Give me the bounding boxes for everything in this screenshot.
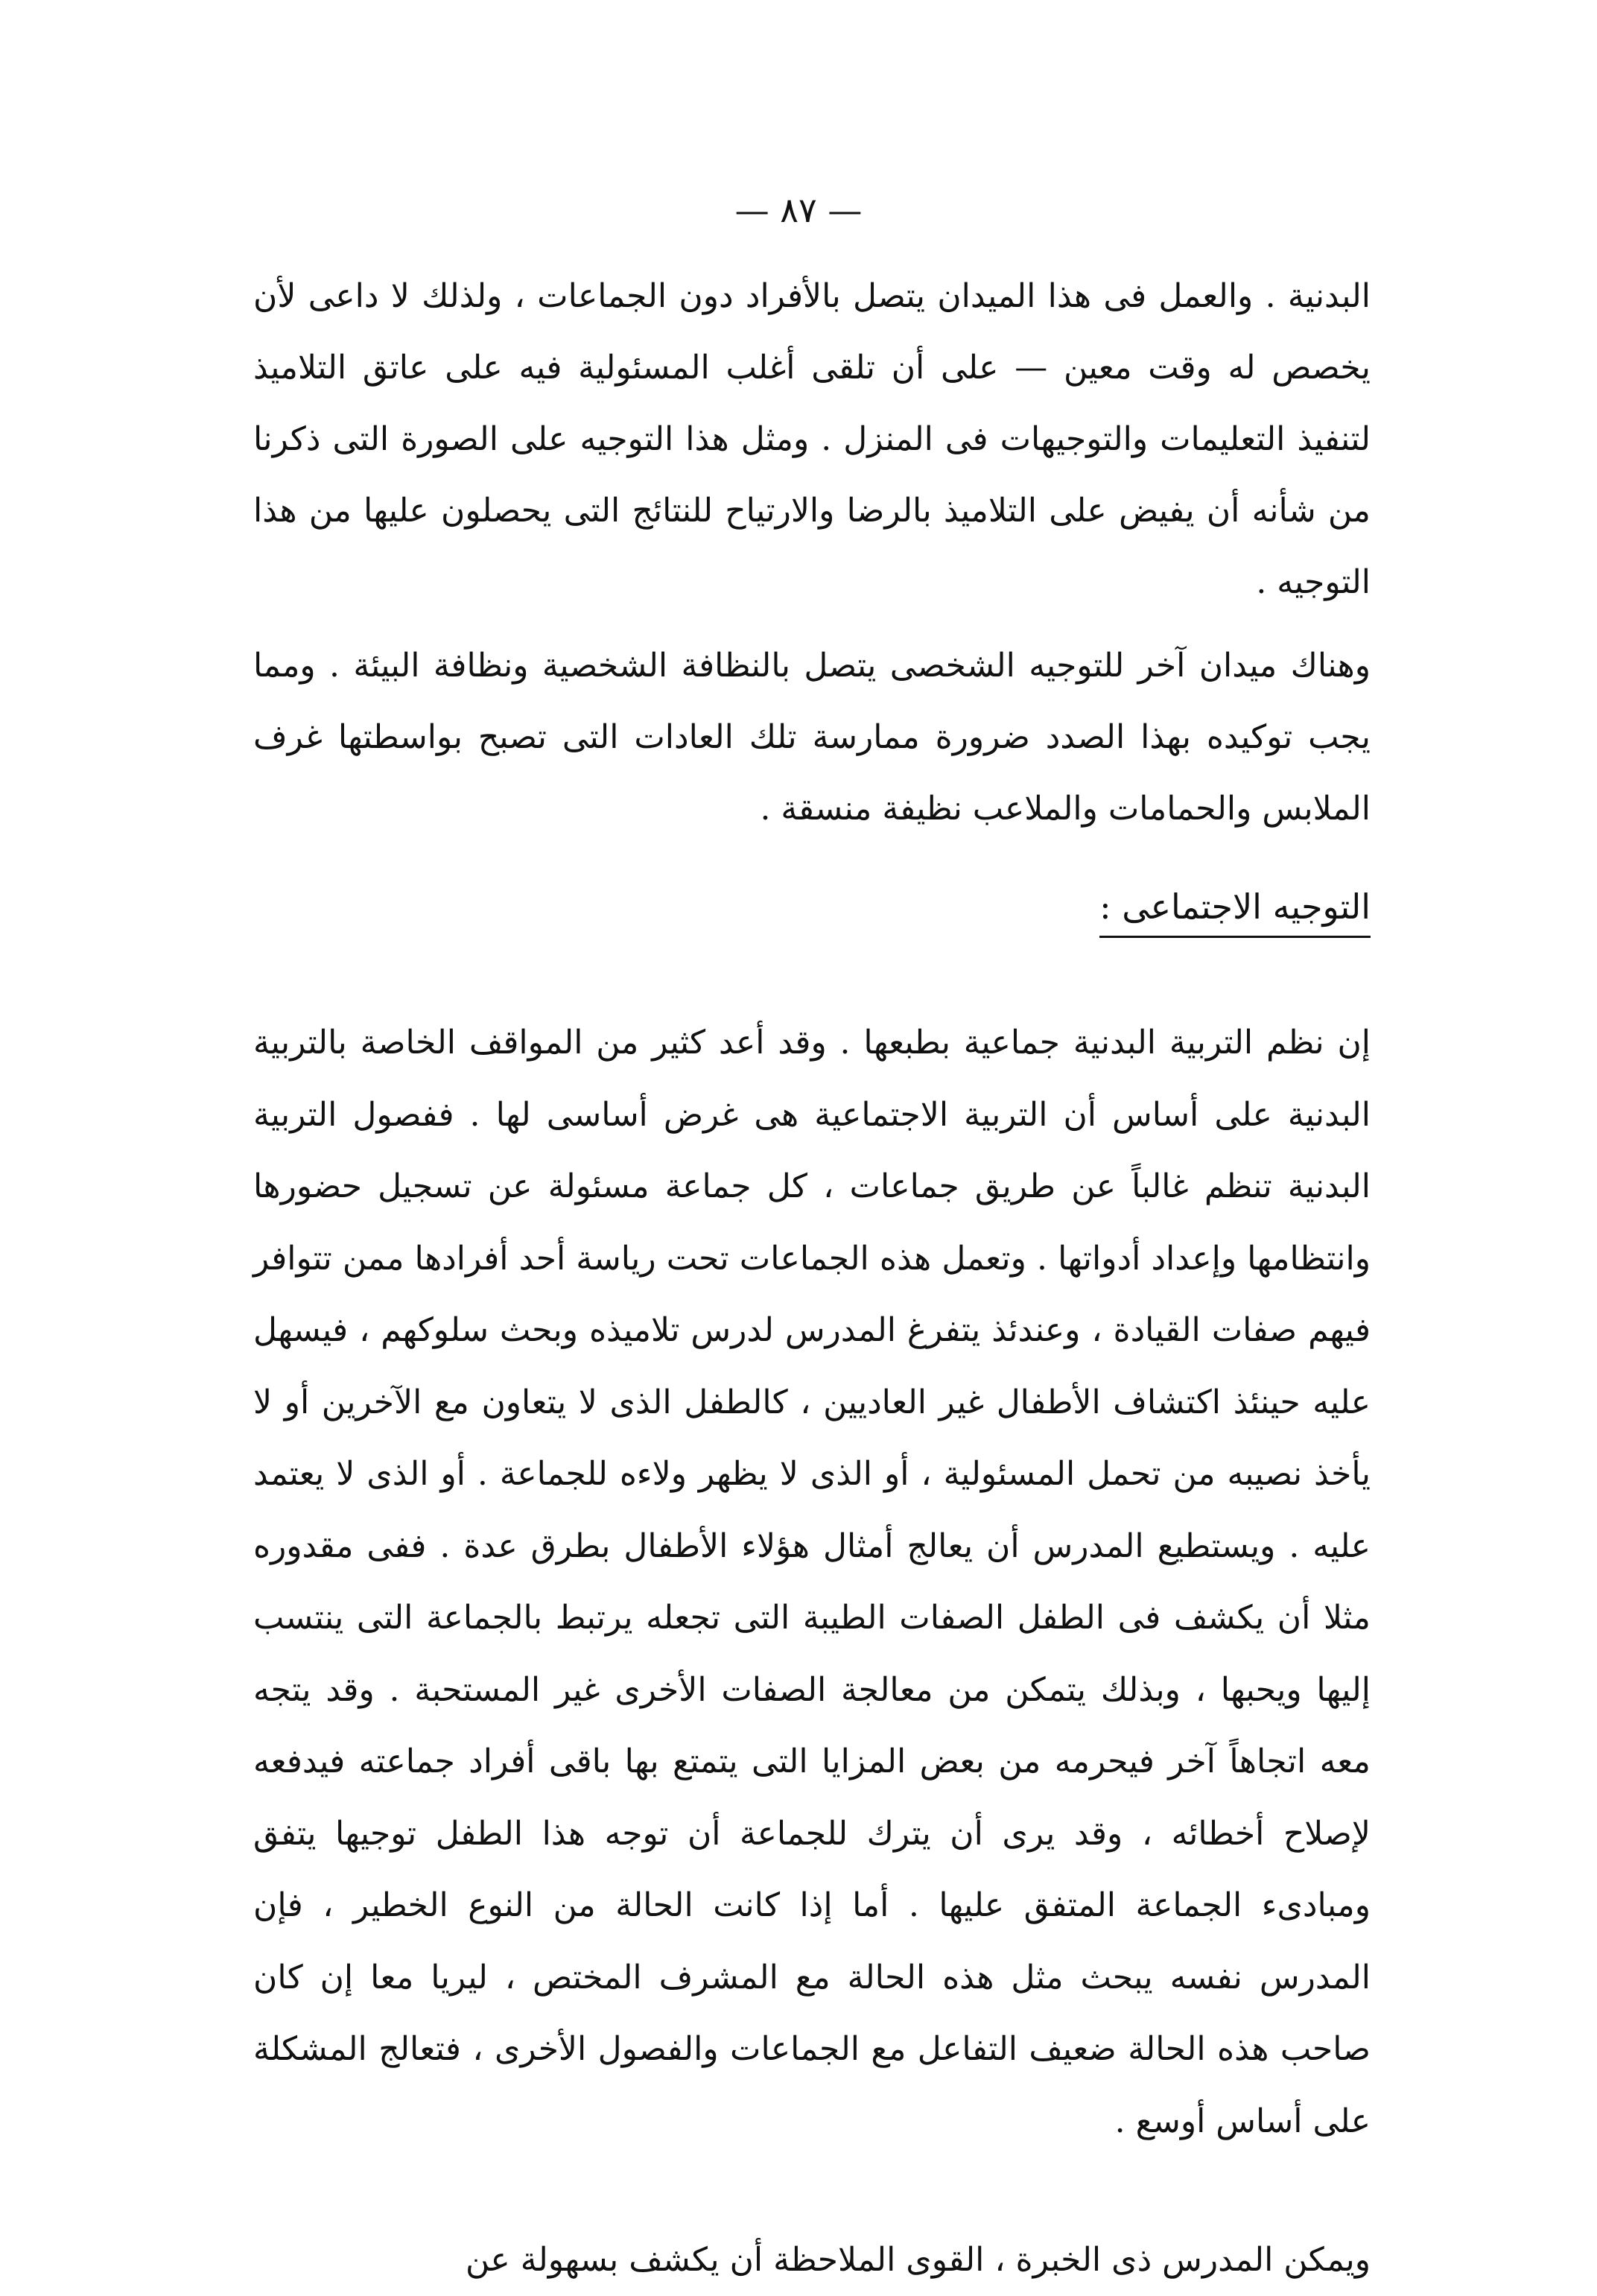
paragraph-physical-guidance: البدنية . والعمل فى هذا الميدان يتصل بالأفراد دون الجماعات ، ولذلك لا داعى لأن يخصص له وقت معين — على أن تلقى أغلب المسئولية فيه على عاتق التلاميذ لتنفيذ التعليمات والتوجيهات فى المنزل . ومثل هذا التوجيه على الصورة التى ذكرنا من شأنه أن يفيض على التلاميذ بالرضا والارتياح للنتائج التى يحصلون عليها من هذا التوجيه . xyxy=(253,277,1371,601)
section-heading-social-guidance: التوجيه الاجتماعى : xyxy=(1099,881,1371,938)
paragraph-hygiene-guidance: وهناك ميدان آخر للتوجيه الشخصى يتصل بالنظافة الشخصية ونظافة البيئة . ومما يجب توكيده بهذا الصدد ضرورة ممارسة تلك العادات التى تصبح بواسطتها غرف الملابس والحمامات والملاعب نظيفة منسقة . xyxy=(253,647,1371,828)
page-body xyxy=(253,261,1371,2296)
paragraph-social-guidance: إن نظم التربية البدنية جماعية بطبعها . وقد أعد كثير من المواقف الخاصة بالتربية البدنية على أساس أن التربية الاجتماعية هى غرض أساسى لها . ففصول التربية البدنية تنظم غالباً عن طريق جماعات ، كل جماعة مسئولة عن تسجيل حضورها وانتظامها وإعداد أدواتها . وتعمل هذه الجماعات تحت رياسة أحد أفرادها ممن تتوافر فيهم صفات القيادة ، وعندئذ يتفرغ المدرس لدرس تلاميذه وبحث سلوكهم ، فيسهل عليه حينئذ اكتشاف الأطفال غير العاديين ، كالطفل الذى لا يتعاون مع الآخرين أو لا يأخذ نصيبه من تحمل المسئولية ، أو الذى لا يظهر ولاءه للجماعة . أو الذى لا يعتمد عليه . ويستطيع المدرس أن يعالج أمثال هؤلاء الأطفال بطرق عدة . ففى مقدوره مثلا أن يكشف فى الطفل الصفات الطيبة التى تجعله يرتبط بالجماعة التى ينتسب إليها ويحبها ، وبذلك يتمكن من معالجة الصفات الأخرى غير المستحبة . وقد يتجه معه اتجاهاً آخر فيحرمه من بعض المزايا التى يتمتع بها باقى أفراد جماعته فيدفعه لإصلاح أخطائه ، وقد يرى أن يترك للجماعة أن توجه هذا الطفل توجيها يتفق ومبادىء الجماعة المتفق عليها . أما إذا كانت الحالة من النوع الخطير ، فإن المدرس نفسه يبحث مثل هذه الحالة مع المشرف المختص ، ليريا معا إن كان صاحب هذه الحالة ضعيف التفاعل مع الجماعات والفصول الأخرى ، فتعالج المشكلة على أساس أوسع . xyxy=(253,1024,1371,2140)
paragraph-teacher-observation: ويمكن المدرس ذى الخبرة ، القوى الملاحظة أن يكشف بسهولة عن xyxy=(466,2241,1371,2279)
page-number: — ٨٧ — xyxy=(734,190,863,230)
section-heading-wrapper xyxy=(253,881,1371,955)
